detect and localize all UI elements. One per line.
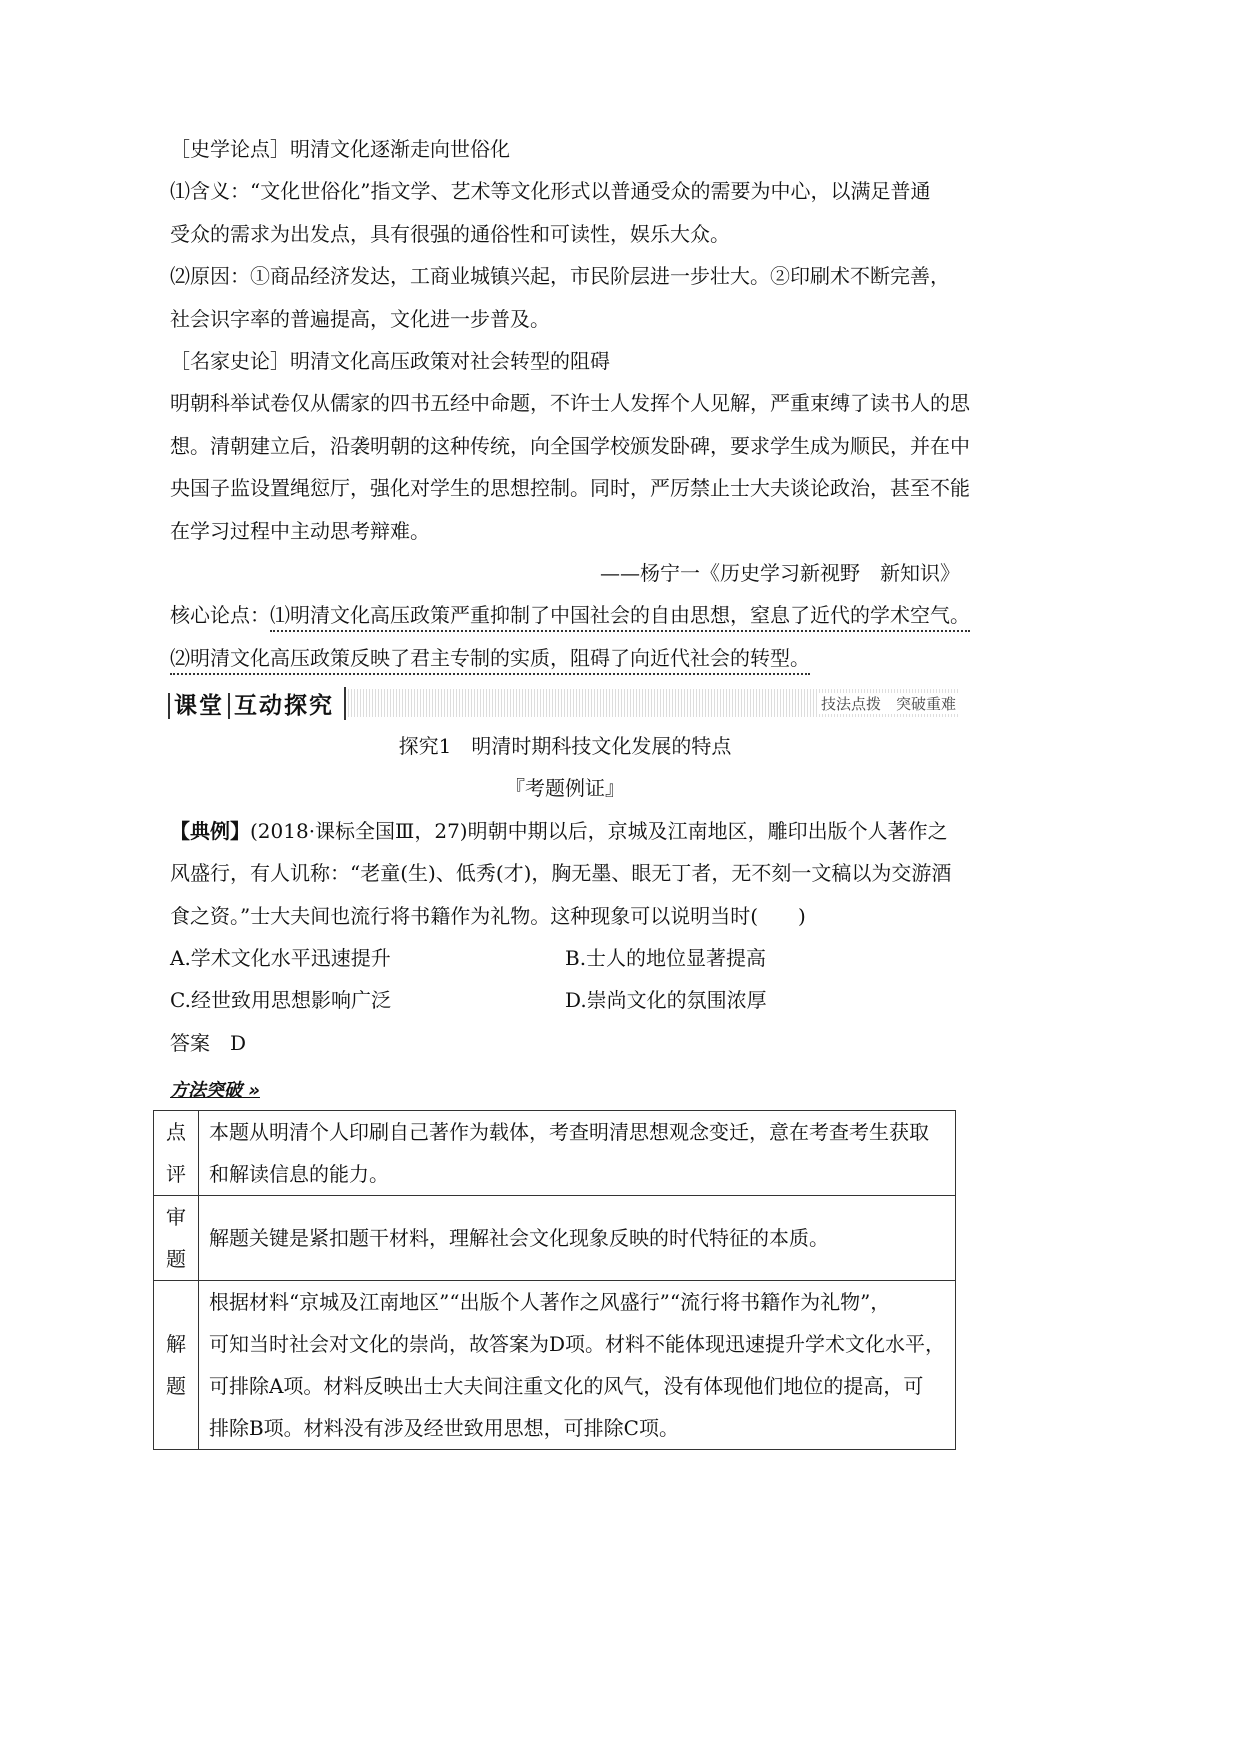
row-key: 解题 (154, 1281, 199, 1450)
text-line: ［名家史论］明清文化高压政策对社会转型的阻碍 (170, 348, 610, 373)
explore-subtitle: 『考题例证』 (505, 776, 625, 801)
table-row (154, 1111, 956, 1196)
row-line: 本题从明清个人印刷自己著作为载体，考查明清思想观念变迁，意在考查考生获取 (208, 1120, 929, 1144)
explore-title: 探究1 明清时期科技文化发展的特点 (398, 734, 732, 759)
core-point-2 (170, 637, 960, 679)
row-line: 根据材料“京城及江南地区”“出版个人著作之风盛行”“流行将书籍作为礼物”， (208, 1290, 891, 1314)
core-point-text-2: ⑵明清文化高压政策反映了君主专制的实质，阻碍了向近代社会的转型。 (170, 643, 810, 675)
core-point-text-1: ⑴明清文化高压政策严重抑制了中国社会的自由思想，窒息了近代的学术空气。 (270, 600, 970, 632)
banner-title-part: 互动探究 (228, 693, 338, 719)
example-line (170, 810, 960, 852)
page-content (170, 128, 970, 1110)
text-line: 在学习过程中主动思考辩难。 (170, 518, 430, 543)
option-b: B.士人的地位显著提高 (565, 946, 767, 971)
option-d: D.崇尚文化的氛围浓厚 (565, 988, 767, 1013)
row-content (198, 1281, 955, 1450)
text-line: 明朝科举试卷仅从儒家的四书五经中命题，不许士人发挥个人见解，严重束缚了读书人的思 (170, 391, 970, 416)
row-key: 审题 (154, 1196, 199, 1281)
example-text: (2018·课标全国Ⅲ，27)明朝中期以后，京城及江南地区，雕印出版个人著作之 (250, 818, 948, 843)
text-line: 社会识字率的普遍提高，文化进一步普及。 (170, 306, 550, 331)
banner-subtitle: 技法点拨 突破重难 (817, 693, 960, 714)
answer: 答案 D (170, 1030, 247, 1055)
row-line: 排除B项。材料没有涉及经世致用思想，可排除C项。 (208, 1416, 679, 1440)
text-line: ⑴含义：“文化世俗化”指文学、艺术等文化形式以普通受众的需要为中心，以满足普通 (170, 179, 931, 204)
row-line: 和解读信息的能力。 (208, 1162, 389, 1186)
example-line: 食之资。”士大夫间也流行将书籍作为礼物。这种现象可以说明当时( ) (170, 903, 806, 928)
option-a: A.学术文化水平迅速提升 (170, 946, 391, 971)
example-line: 风盛行，有人讥称：“老童(生)、低秀(才)，胸无墨、眼无丁者，无不刻一文稿以为交游酒 (170, 861, 952, 886)
text-line: 想。清朝建立后，沿袭明朝的这种传统，向全国学校颁发卧碑，要求学生成为顺民，并在中 (170, 433, 970, 458)
method-table (153, 1110, 956, 1450)
core-label: 核心论点： (170, 603, 270, 628)
options-row (170, 979, 960, 1021)
method-title: 方法突破 » (170, 1080, 260, 1102)
banner-title (168, 687, 346, 720)
option-c: C.经世致用思想影响广泛 (170, 988, 391, 1013)
text-line: 受众的需求为出发点，具有很强的通俗性和可读性，娱乐大众。 (170, 221, 730, 246)
row-line: 可排除A项。材料反映出士大夫间注重文化的风气，没有体现他们地位的提高，可 (208, 1374, 924, 1398)
core-point-1 (170, 594, 970, 636)
text-line: 央国子监设置绳愆厅，强化对学生的思想控制。同时，严厉禁止士大夫谈论政治，甚至不能 (170, 476, 970, 501)
row-content (198, 1196, 955, 1281)
text-line: ［史学论点］明清文化逐渐走向世俗化 (170, 137, 510, 161)
citation: ——杨宁一《历史学习新视野 新知识》 (600, 560, 960, 585)
row-line: 解题关键是紧扣题干材料，理解社会文化现象反映的时代特征的本质。 (208, 1226, 829, 1250)
history-argument-section (170, 128, 970, 552)
example-label: 【典例】 (170, 818, 250, 843)
row-content (198, 1111, 955, 1196)
text-line: ⑵原因：①商品经济发达，工商业城镇兴起，市民阶层进一步壮大。②印刷术不断完善， (170, 264, 950, 289)
banner-title-part: 课堂 (168, 693, 228, 719)
row-key: 点评 (154, 1111, 199, 1196)
table-row (154, 1281, 956, 1450)
table-row (154, 1196, 956, 1281)
options-row (170, 937, 960, 979)
row-line: 可知当时社会对文化的崇尚，故答案为D项。材料不能体现迅速提升学术文化水平， (208, 1332, 945, 1356)
section-banner (168, 689, 960, 717)
